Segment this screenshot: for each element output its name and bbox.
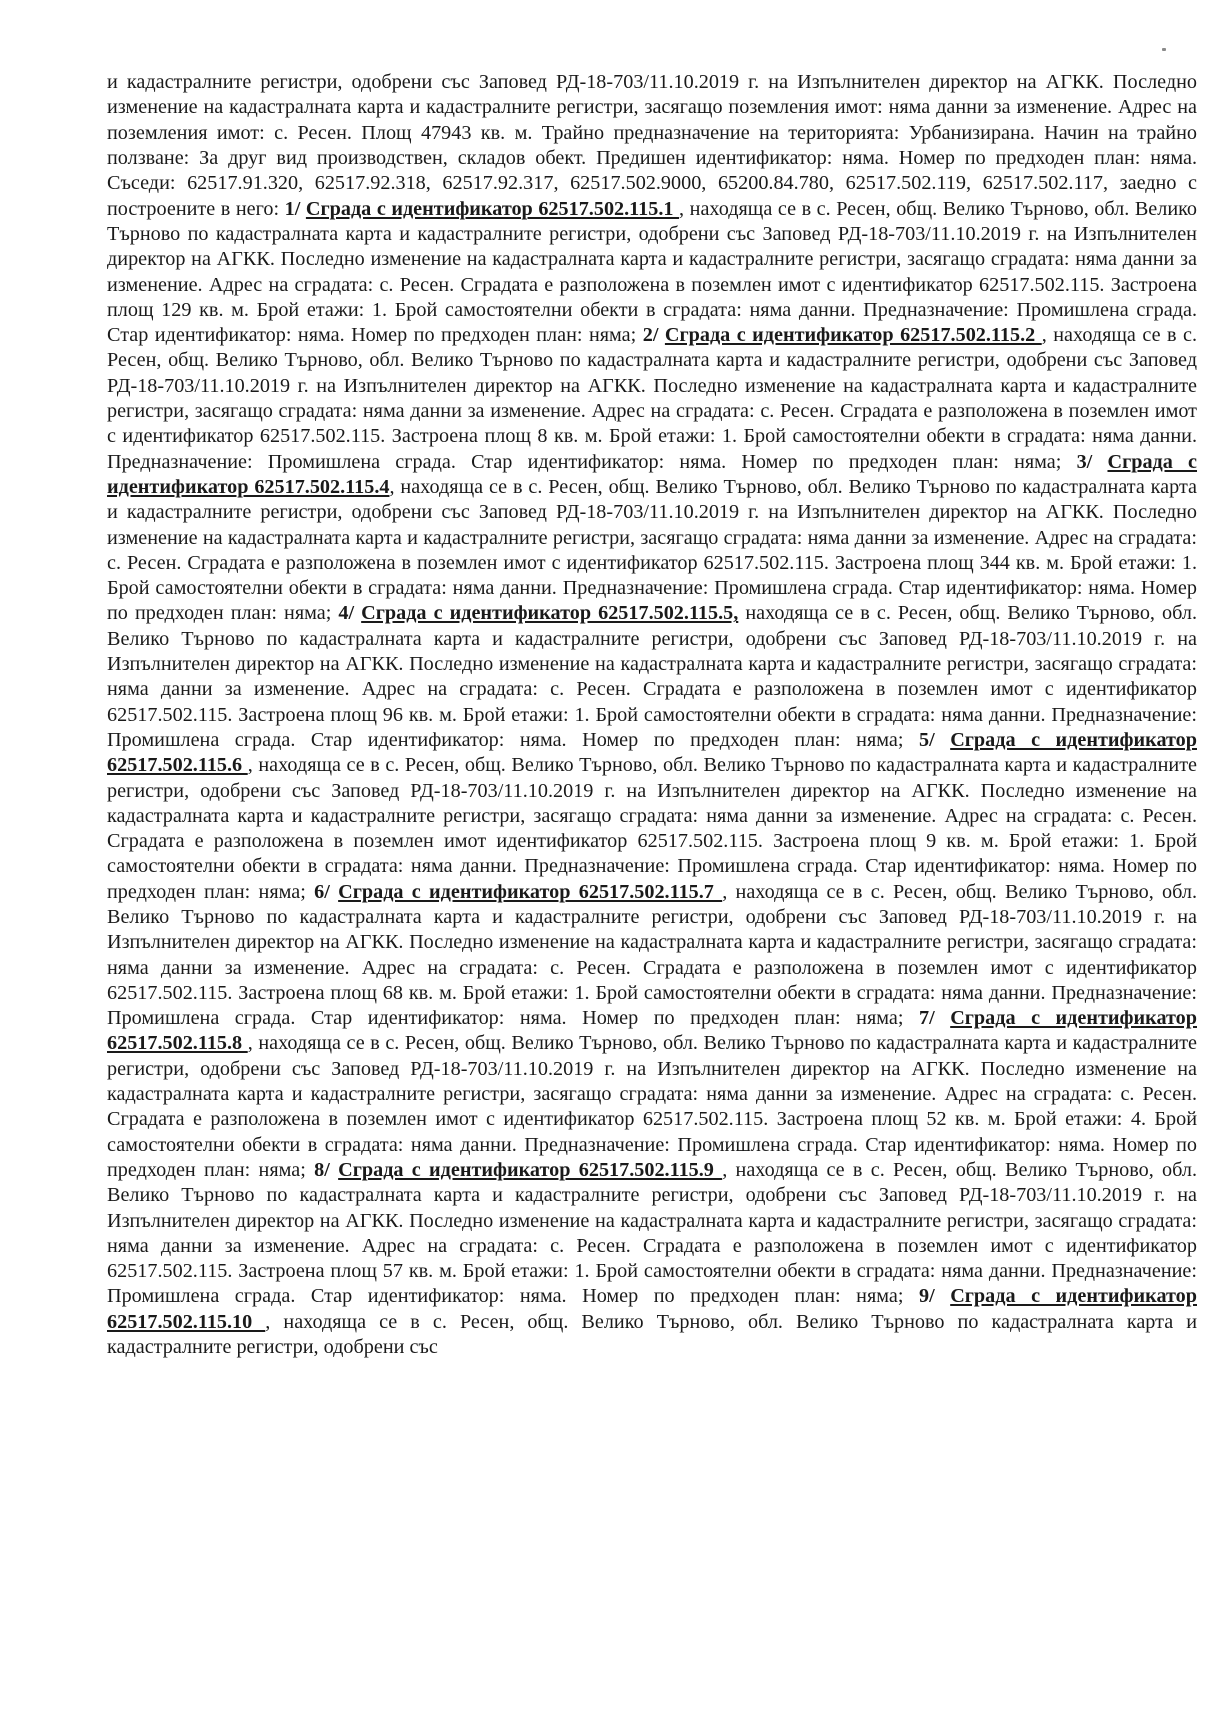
item-number: 3/ [1076, 450, 1108, 473]
body-text-segment: , находяща се в с. Ресен, общ. Велико Търново, обл. Велико Търново по кадастралната карта и кадастралните регистри, одобрени със Заповед РД-18-703/11.10.2019 г. на Изпълнителен директор на АГКК. Последно изменение на кадастралната карта и кадастралните регистри, засягащо сградата: няма данни за изменение. Адрес на сградата: с. Ресен. Сградата е разположена в поземлен имот идентификатор 62517.502.115. Застроена площ 9 кв. м. Брой етажи: 1. Брой самостоятелни обекти в сградата: няма данни. Предназначение: Промишлена сграда. Стар идентификатор: няма. Номер по предходен план: няма; [107, 754, 1198, 903]
item-number: 4/ [338, 602, 362, 625]
scan-speck [1162, 48, 1166, 51]
body-text-segment: , находяща се в с. Ресен, общ. Велико Търново, обл. Велико Търново по кадастралната карта и кадастралните регистри, одобрени със Заповед РД-18-703/11.10.2019 г. на Изпълнителен директор на АГКК. Последно изменение на кадастралната карта и кадастралните регистри, засягащо сградата: няма данни за изменение. Адрес на сградата: с. Ресен. Сградата е разположена в поземлен имот с идентификатор 62517.502.115. Застроена площ 68 кв. м. Брой етажи: 1. Брой самостоятелни обекти в сградата: няма данни. Предназначение: Промишлена сграда. Стар идентификатор: няма. Номер по предходен план: няма; [107, 880, 1198, 1030]
body-text-segment: , находяща се в с. Ресен, общ. Велико Търново, обл. Велико Търново по кадастралната карта и кадастралните регистри, одобрени със Заповед РД-18-703/11.10.2019 г. на Изпълнителен директор на АГКК. Последно изменение на кадастралната карта и кадастралните регистри, засягащо сградата: няма данни за изменение. Адрес на сградата: с. Ресен. Сградата е разположена в поземлен имот с идентификатор 62517.502.115. Застроена площ 52 кв. м. Брой етажи: 4. Брой самостоятелни обекти в сградата: няма данни. Предназначение: Промишлена сграда. Стар идентификатор: няма. Номер по предходен план: няма; [107, 1032, 1198, 1181]
item-number: 1/ [284, 197, 306, 220]
body-text-segment: и кадастралните регистри, одобрени със Заповед РД-18-703/11.10.2019 г. на Изпълнителен директор на АГКК. Последно изменение на кадастралната карта и кадастралните регистри, засягащо поземления имот: няма данни за изменение. Адрес на поземления имот: с. Ресен. Площ 47943 кв. м. Трайно предназначение на територията: Урбанизирана. Начин на трайно ползване: За друг вид производствен, складов обект. Предишен идентификатор: няма. Номер по предходен план: няма. Съседи: 62517.91.320, 62517.92.318, 62517.92.317, 62517.502.9000, 65200.84.780, 62517.502.119, 62517.502.117, заедно с построените в него: [107, 71, 1197, 220]
body-text-segment: , находяща се в с. Ресен, общ. Велико Търново, обл. Велико Търново по кадастралната карта и кадастралните регистри, одобрени със Заповед РД-18-703/11.10.2019 г. на Изпълнителен директор на АГКК. Последно изменение на кадастралната карта и кадастралните регистри, засягащо сградата: няма данни за изменение. Адрес на сградата: с. Ресен. Сградата е разположена в поземлен имот с идентификатор 62517.502.115. Застроена площ 57 кв. м. Брой етажи: 1. Брой самостоятелни обекти в сградата: няма данни. Предназначение: Промишлена сграда. Стар идентификатор: няма. Номер по предходен план: няма; [107, 1158, 1198, 1308]
building-identifier-reference: Сграда с идентификатор 62517.502.115.10 [107, 1285, 1197, 1333]
item-number: 8/ [314, 1158, 339, 1181]
building-identifier-reference: Сграда с идентификатор 62517.502.115.8 [107, 1007, 1197, 1055]
item-number: 6/ [314, 880, 339, 903]
building-identifier-reference: Сграда с идентификатор 62517.502.115.6 [107, 728, 1197, 777]
item-number: 7/ [918, 1007, 951, 1030]
building-identifier-reference: Сграда с идентификатор 62517.502.115.7 [338, 880, 723, 903]
item-number: 2/ [642, 324, 665, 347]
body-text-segment: находяща се в с. Ресен, общ. Велико Търново, обл. Велико Търново по кадастралната карта и кадастралните регистри, одобрени със Заповед РД-18-703/11.10.2019 г. на Изпълнителен директор на АГКК. Последно изменение на кадастралната карта и кадастралните регистри, засягащо сградата: няма данни за изменение. Адрес на сградата: с. Ресен. Сградата е разположена в поземлен имот с идентификатор 62517.502.115. Застроена площ 96 кв. м. Брой етажи: 1. Брой самостоятелни обекти в сградата: няма данни. Предназначение: Промишлена сграда. Стар идентификатор: няма. Номер по предходен план: няма; [107, 602, 1197, 751]
item-number: 9/ [918, 1285, 951, 1308]
building-identifier-reference: Сграда с идентификатор 62517.502.115.2 [664, 324, 1042, 347]
building-identifier-reference: Сграда с идентификатор 62517.502.115.1 [305, 197, 680, 220]
building-identifier-reference: Сграда с идентификатор 62517.502.115.4 [107, 450, 1198, 498]
body-text-segment: , находяща се в с. Ресен, общ. Велико Търново, обл. Велико Търново по кадастралната карта и кадастралните регистри, одобрени със Заповед РД-18-703/11.10.2019 г. на Изпълнителен директор на АГКК. Последно изменение на кадастралната карта и кадастралните регистри, засягащо сградата: няма данни за изменение. Адрес на сградата: с. Ресен. Сградата е разположена в поземлен имот с идентификатор 62517.502.115. Застроена площ 8 кв. м. Брой етажи: 1. Брой самостоятелни обекти в сградата: няма данни. Предназначение: Промишлена сграда. Стар идентификатор: няма. Номер по предходен план: няма; [107, 324, 1198, 473]
building-identifier-reference: Сграда с идентификатор 62517.502.115.9 [338, 1158, 723, 1181]
document-body-paragraph [107, 70, 1197, 1360]
body-text-segment: , находяща се в с. Ресен, общ. Велико Търново, обл. Велико Търново по кадастралната карта и кадастралните регистри, одобрени със Заповед РД-18-703/11.10.2019 г. на Изпълнителен директор на АГКК. Последно изменение на кадастралната карта и кадастралните регистри, засягащо сградата: няма данни за изменение. Адрес на сградата: с. Ресен. Сградата е разположена в поземлен имот с идентификатор 62517.502.115. Застроена площ 344 кв. м. Брой етажи: 1. Брой самостоятелни обекти в сградата: няма данни. Предназначение: Промишлена сграда. Стар идентификатор: няма. Номер по предходен план: няма; [107, 475, 1197, 625]
building-identifier-reference: Сграда с идентификатор 62517.502.115.5, [361, 602, 739, 625]
body-text-segment: , находяща се в с. Ресен, общ. Велико Търново, обл. Велико Търново по кадастралната карта и кадастралните регистри, одобрени със Заповед РД-18-703/11.10.2019 г. на Изпълнителен директор на АГКК. Последно изменение на кадастралната карта и кадастралните регистри, засягащо сградата: няма данни за изменение. Адрес на сградата: с. Ресен. Сградата е разположена в поземлен имот с идентификатор 62517.502.115. Застроена площ 129 кв. м. Брой етажи: 1. Брой самостоятелни обекти в сградата: няма данни. Предназначение: Промишлена сграда. Стар идентификатор: няма. Номер по предходен план: няма; [107, 197, 1197, 347]
item-number: 5/ [918, 728, 951, 751]
body-text-segment: , находяща се в с. Ресен, общ. Велико Търново, обл. Велико Търново по кадастралната карта и кадастралните регистри, одобрени със [107, 1310, 1197, 1359]
